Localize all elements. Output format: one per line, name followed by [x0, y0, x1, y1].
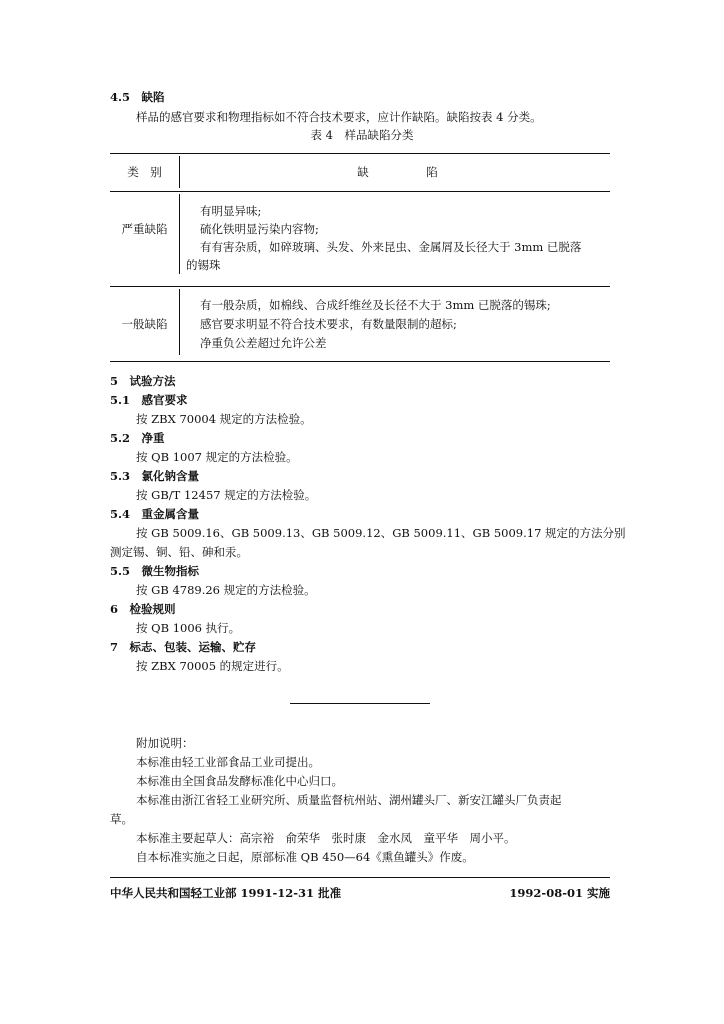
table-header-defect: 缺 陷	[357, 165, 438, 179]
section-4-5-heading: 4.5 缺陷	[110, 90, 165, 104]
table-row-category: 严重缺陷	[121, 222, 168, 236]
column-divider	[179, 156, 180, 188]
table-header-category: 类 别	[127, 165, 162, 179]
section-4-5-text: 样品的感官要求和物理指标如不符合技术要求，应计作缺陷。缺陷按表 4 分类。	[136, 110, 542, 124]
table-row-item: 有一般杂质，如棉线、合成纤维丝及长径不大于 3mm 已脱落的锡珠;	[200, 298, 551, 312]
notes-line: 本标准由浙江省轻工业研究所、质量监督杭州站、湖州罐头厂、新安江罐头厂负责起	[136, 793, 562, 807]
section-5-1-text: 按 ZBX 70004 规定的方法检验。	[136, 412, 312, 426]
section-5-heading: 5 试验方法	[110, 374, 176, 388]
footer-rule	[110, 877, 610, 878]
table-row-category: 一般缺陷	[121, 317, 168, 331]
end-divider	[290, 703, 430, 704]
footer-effective: 1992-08-01 实施	[509, 886, 610, 900]
table-row-item: 净重负公差超过允许公差	[200, 336, 327, 350]
column-divider	[179, 289, 180, 355]
section-6-heading: 6 检验规则	[110, 602, 176, 616]
notes-line: 本标准由轻工业部食品工业司提出。	[136, 755, 320, 769]
section-5-3-text: 按 GB/T 12457 规定的方法检验。	[136, 488, 317, 502]
table-row-rule	[110, 286, 610, 287]
table-caption: 表 4 样品缺陷分类	[310, 128, 414, 142]
section-5-5-text: 按 GB 4789.26 规定的方法检验。	[136, 583, 316, 597]
section-5-2-text: 按 QB 1007 规定的方法检验。	[136, 450, 298, 464]
table-row-item: 感官要求明显不符合技术要求，有数量限制的超标;	[200, 317, 457, 331]
section-7-heading: 7 标志、包装、运输、贮存	[110, 640, 257, 654]
notes-line-cont: 草。	[110, 812, 133, 826]
section-6-text: 按 QB 1006 执行。	[136, 621, 241, 635]
section-5-4-heading: 5.4 重金属含量	[110, 507, 200, 521]
notes-line: 本标准主要起草人：高宗裕 俞荣华 张时康 金水凤 童平华 周小平。	[136, 831, 516, 845]
table-top-rule	[110, 153, 610, 154]
section-5-4-text-cont: 测定锡、铜、铅、砷和汞。	[110, 545, 248, 559]
footer-approval: 中华人民共和国轻工业部 1991-12-31 批准	[110, 886, 342, 900]
section-5-2-heading: 5.2 净重	[110, 431, 165, 445]
notes-line: 本标准由全国食品发酵标准化中心归口。	[136, 774, 343, 788]
table-row-item: 有有害杂质，如碎玻璃、头发、外来昆虫、金属屑及长径大于 3mm 已脱落	[200, 240, 582, 254]
table-bottom-rule	[110, 361, 610, 362]
section-5-3-heading: 5.3 氯化钠含量	[110, 469, 200, 483]
notes-title: 附加说明：	[136, 736, 194, 750]
section-5-4-text: 按 GB 5009.16、GB 5009.13、GB 5009.12、GB 5009.11、GB 5009.17 规定的方法分别	[136, 526, 626, 540]
table-row-item: 硫化铁明显污染内容物;	[200, 222, 319, 236]
column-divider	[179, 194, 180, 274]
section-5-1-heading: 5.1 感官要求	[110, 393, 188, 407]
section-7-text: 按 ZBX 70005 的规定进行。	[136, 659, 289, 673]
table-row-item: 有明显异味;	[200, 204, 262, 218]
table-header-rule	[110, 191, 610, 192]
section-5-5-heading: 5.5 微生物指标	[110, 564, 200, 578]
notes-line: 自本标准实施之日起，原部标准 QB 450—64《熏鱼罐头》作废。	[136, 850, 474, 864]
table-row-item: 的锡珠	[186, 258, 221, 272]
